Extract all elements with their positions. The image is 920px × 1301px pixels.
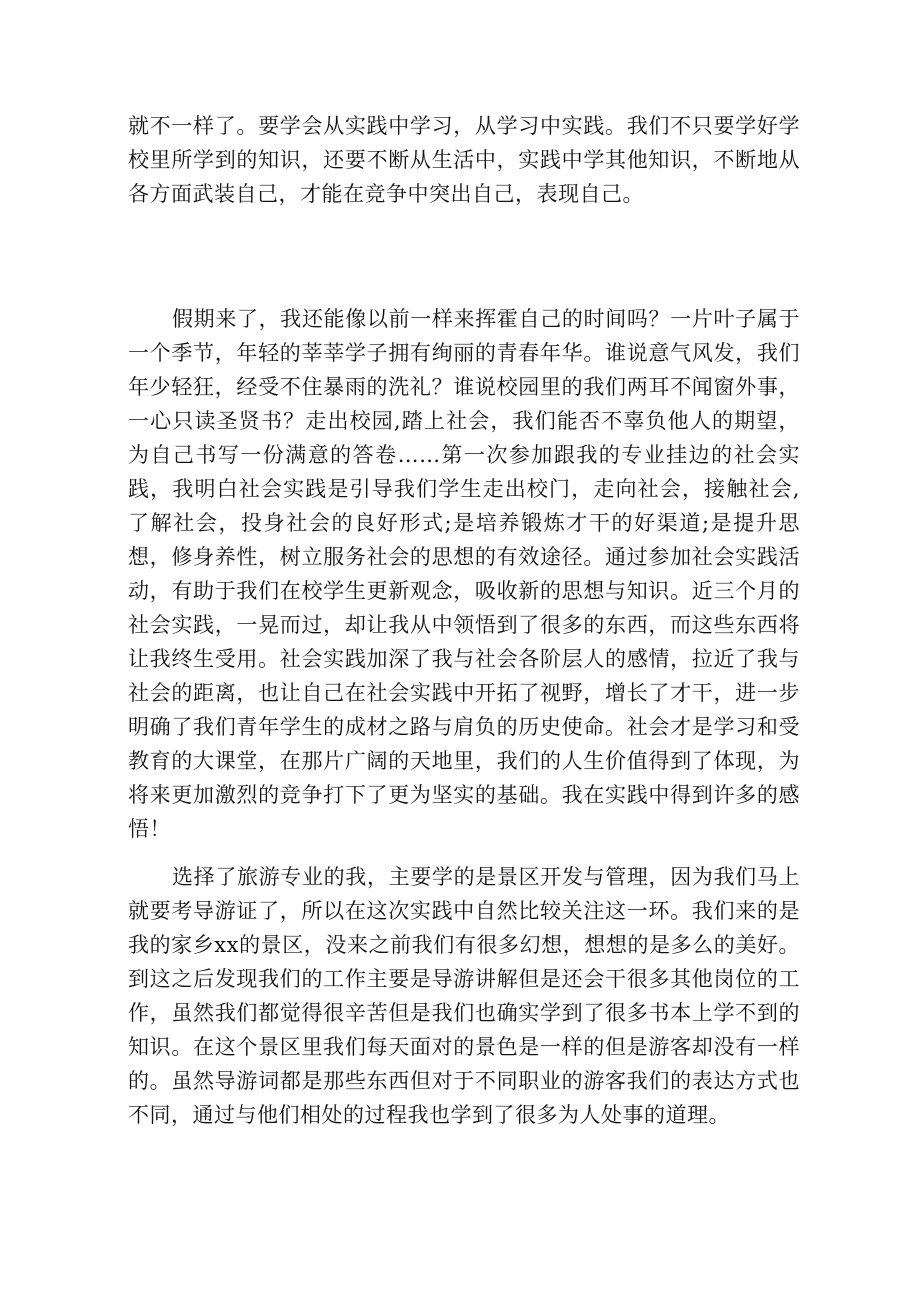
- paragraph-3: 选择了旅游专业的我，主要学的是景区开发与管理，因为我们马上就要考导游证了，所以在这次实践中自然比较关注这一环。我们来的是我的家乡xx的景区，没来之前我们有很多幻想，想想的是多么的美好。到这之后发现我们的工作主要是导游讲解但是还会干很多其他岗位的工作，虽然我们都觉得很辛苦但是我们也确实学到了很多书本上学不到的知识。在这个景区里我们每天面对的景色是一样的但是游客却没有一样的。虽然导游词都是那些东西但对于不同职业的游客我们的表达方式也不同，通过与他们相处的过程我也学到了很多为人处事的道理。: [128, 865, 800, 1127]
- paragraph-1: 就不一样了。要学会从实践中学习，从学习中实践。我们不只要学好学校里所学到的知识，还要不断从生活中，实践中学其他知识，不断地从各方面武装自己，才能在竞争中突出自己，表现自己。: [128, 114, 800, 206]
- paragraph-2: 假期来了，我还能像以前一样来挥霍自己的时间吗？一片叶子属于一个季节，年轻的莘莘学子拥有绚丽的青春年华。谁说意气风发，我们年少轻狂，经受不住暴雨的洗礼？谁说校园里的我们两耳不闻窗外事，一心只读圣贤书？走出校园,踏上社会，我们能否不辜负他人的期望，为自己书写一份满意的答卷……第一次参加跟我的专业挂边的社会实践，我明白社会实践是引导我们学生走出校门，走向社会，接触社会,了解社会，投身社会的良好形式;是培养锻炼才干的好渠道;是提升思想，修身养性，树立服务社会的思想的有效途径。通过参加社会实践活动，有助于我们在校学生更新观念，吸收新的思想与知识。近三个月的社会实践，一晃而过，却让我从中领悟到了很多的东西，而这些东西将让我终生受用。社会实践加深了我与社会各阶层人的感情，拉近了我与社会的距离，也让自己在社会实践中开拓了视野，增长了才干，进一步明确了我们青年学生的成材之路与肩负的历史使命。社会才是学习和受教育的大课堂，在那片广阔的天地里，我们的人生价值得到了体现，为将来更加激烈的竞争打下了更为坚实的基础。我在实践中得到许多的感悟！: [128, 307, 800, 841]
